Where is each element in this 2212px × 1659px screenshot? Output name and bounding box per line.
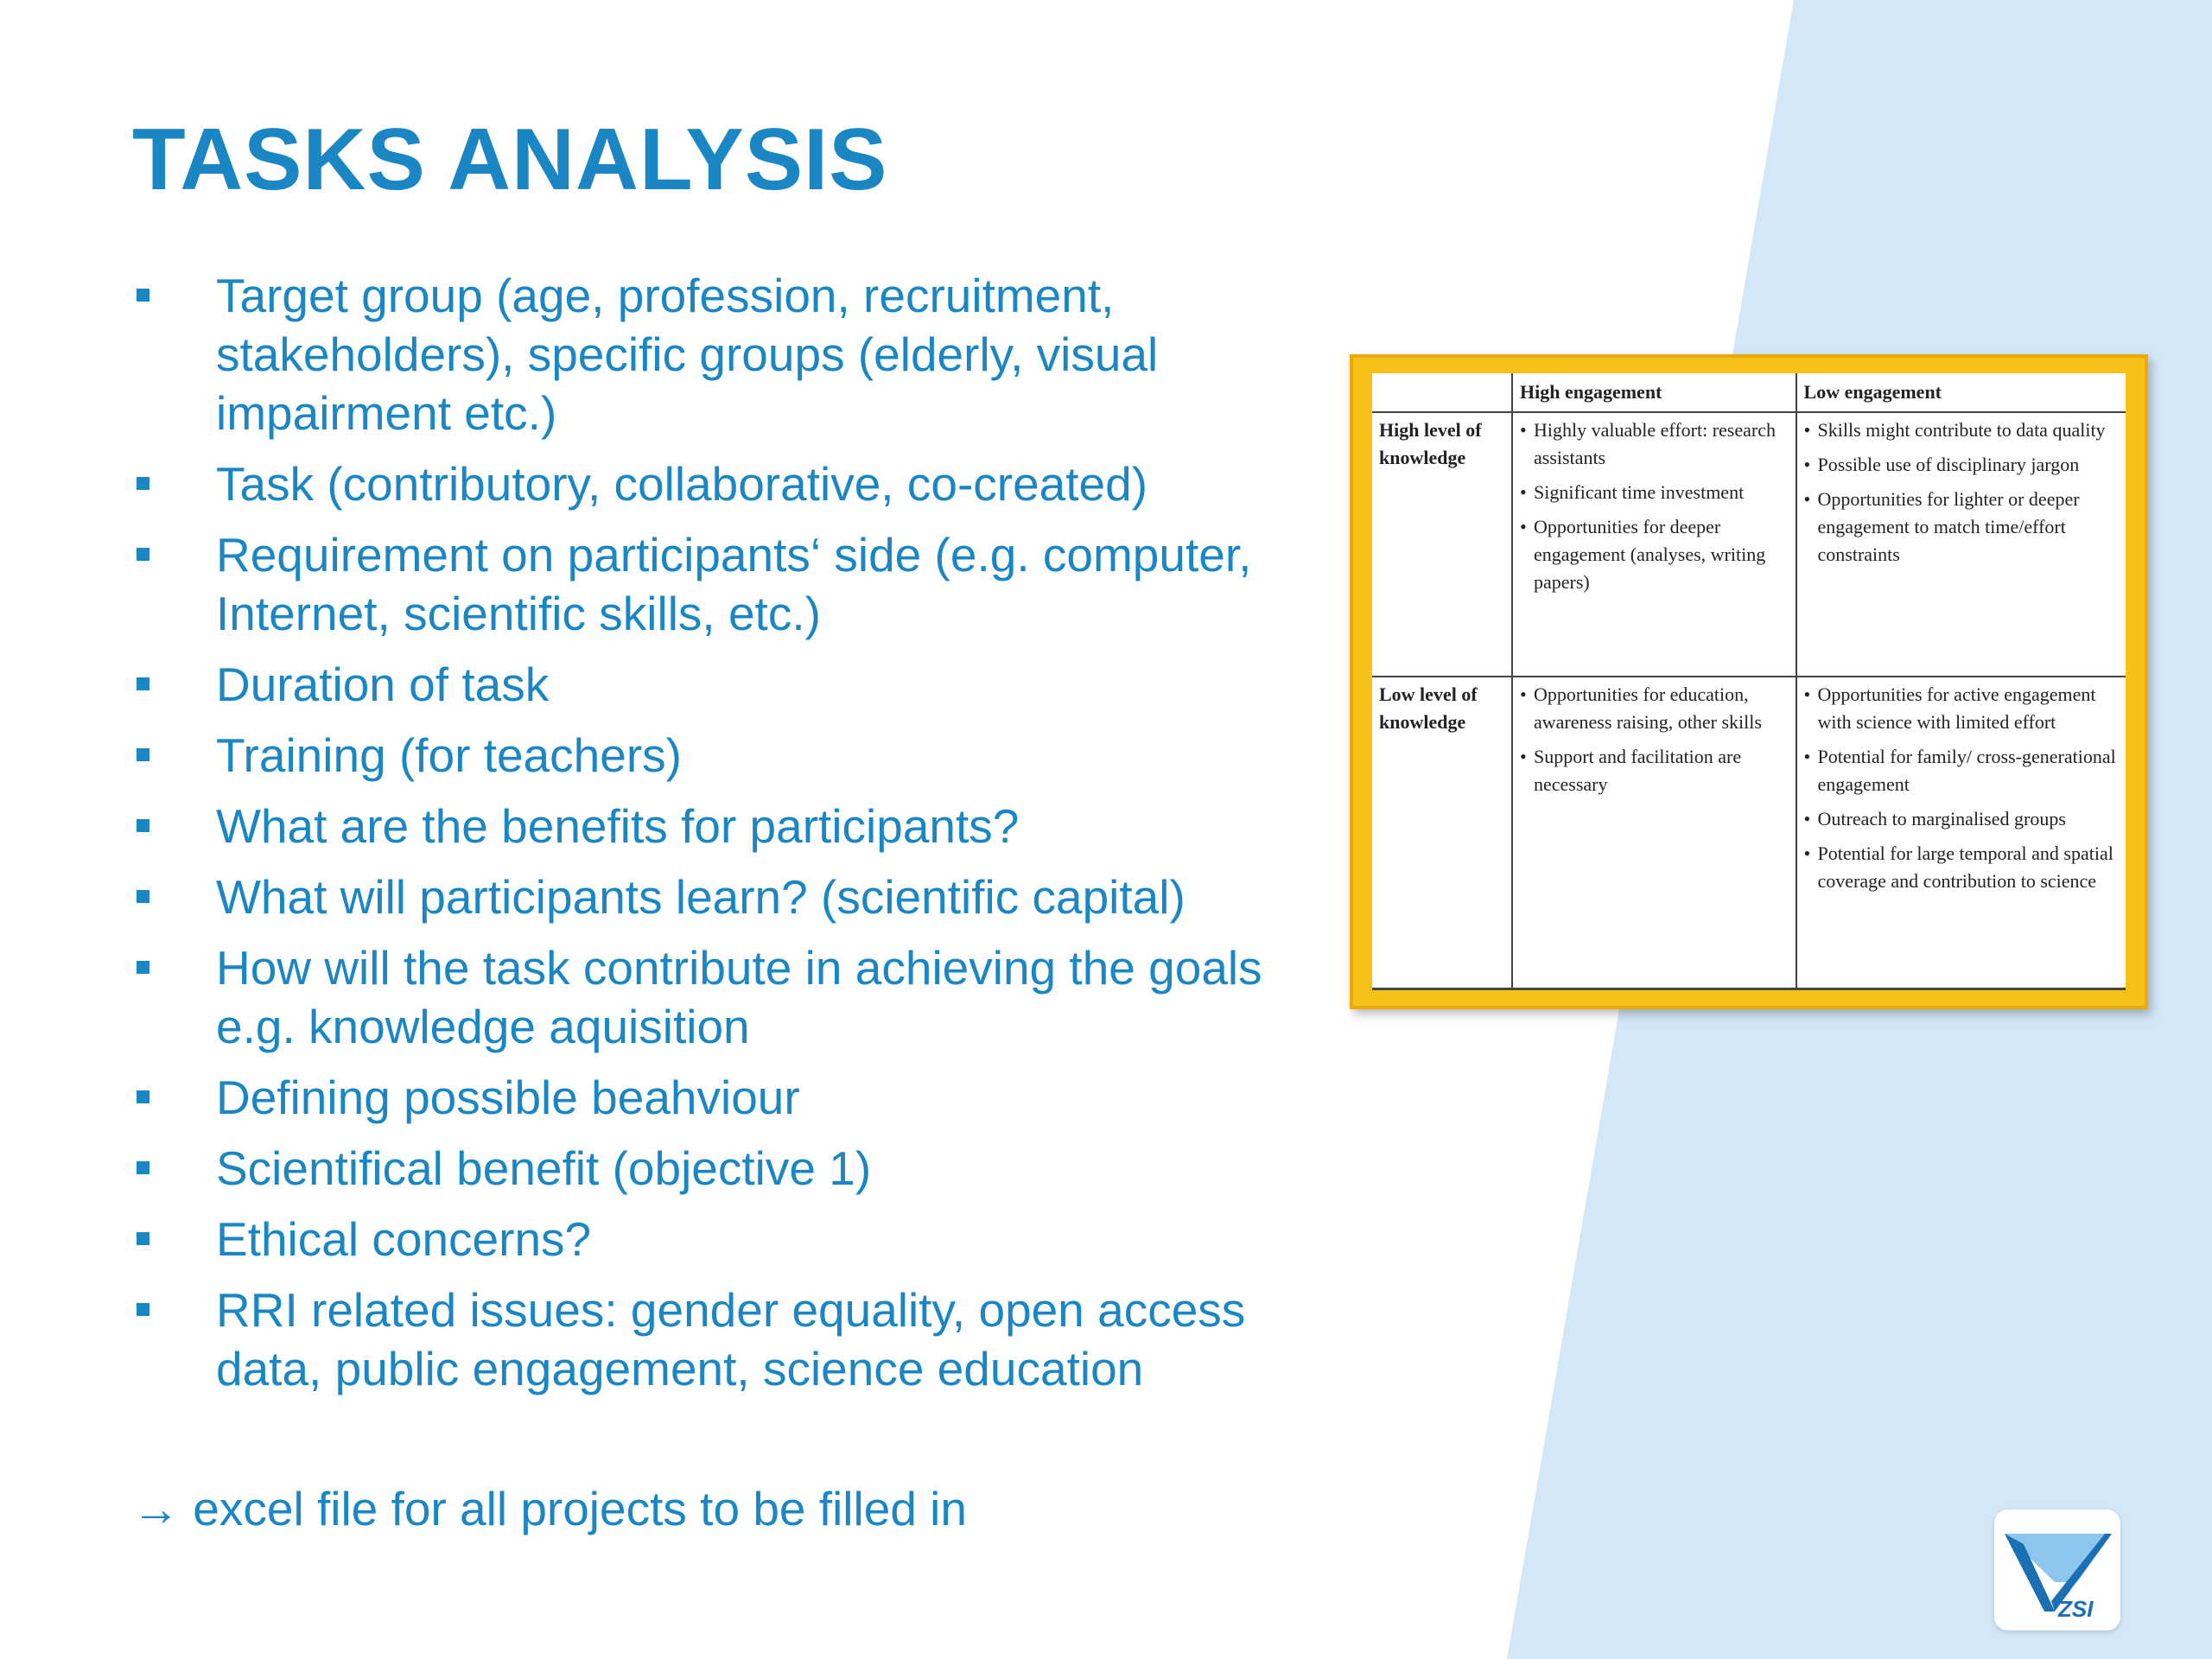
bullet-square-icon (137, 890, 149, 903)
table-row (1372, 412, 2126, 677)
bullet-square-icon (137, 748, 149, 761)
cell-list-item: • Potential for family/ cross-generational engagement (1804, 743, 2119, 798)
bullet-item: Target group (age, profession, recruitment, stakeholders), specific groups (elderly, visual impairment etc.) (130, 266, 1322, 442)
bullet-item: Ethical concerns? (130, 1210, 1322, 1268)
zsi-logo (1994, 1510, 2120, 1630)
table-corner-header (1372, 373, 1512, 412)
bullet-square-icon (137, 477, 149, 490)
zsi-logo-icon (1994, 1510, 2120, 1630)
table-cell (1512, 412, 1796, 677)
cell-list-item: • Opportunities for lighter or deeper engagement to match time/effort constraints (1804, 486, 2119, 569)
bullet-square-icon (137, 1090, 149, 1103)
cell-list-item: • Support and facilitation are necessary (1520, 743, 1789, 798)
table-cell (1796, 677, 2126, 988)
cell-list-item: • Opportunities for deeper engagement (analyses, writing papers) (1520, 513, 1789, 596)
cell-list-item: • Outreach to marginalised groups (1804, 805, 2119, 833)
bullet-list (130, 266, 1322, 1410)
bullet-item: Training (for teachers) (130, 726, 1322, 785)
cell-list-item: • Significant time investment (1520, 479, 1789, 506)
bullet-item: What will participants learn? (scientific capital) (130, 868, 1322, 926)
cell-list-item: • Skills might contribute to data quality (1804, 416, 2119, 444)
row-header-high-knowledge: High level of knowledge (1372, 412, 1512, 677)
row-header-low-knowledge: Low level of knowledge (1372, 677, 1512, 988)
bullet-item: Duration of task (130, 655, 1322, 714)
column-header-low-engagement: Low engagement (1796, 373, 2126, 412)
bullet-item: What are the benefits for participants? (130, 797, 1322, 855)
table-cell (1796, 412, 2126, 677)
bullet-square-icon (137, 1303, 149, 1316)
cell-list-item: • Opportunities for education, awareness raising, other skills (1520, 681, 1789, 736)
logo-text: ZSI (2058, 1596, 2094, 1622)
bullet-item: Scientifical benefit (objective 1) (130, 1139, 1322, 1198)
cell-list-item: • Potential for large temporal and spatial coverage and contribution to science (1804, 840, 2119, 895)
bullet-item: Defining possible beahviour (130, 1068, 1322, 1127)
bullet-item: How will the task contribute in achieving the goals e.g. knowledge aquisition (130, 938, 1322, 1056)
bullet-square-icon (137, 289, 149, 302)
footer-note: → excel file for all projects to be filled in (132, 1482, 967, 1535)
table-row (1372, 677, 2126, 988)
bullet-square-icon (137, 819, 149, 832)
cell-list-item: • Highly valuable effort: research assistants (1520, 416, 1789, 472)
bullet-square-icon (137, 1161, 149, 1174)
engagement-table-panel (1372, 373, 2126, 990)
bullet-square-icon (137, 961, 149, 974)
table-cell (1512, 677, 1796, 988)
bullet-item: Requirement on participants‘ side (e.g. computer, Internet, scientific skills, etc.) (130, 525, 1322, 643)
slide-title: TASKS ANALYSIS (132, 111, 888, 208)
bullet-square-icon (137, 1232, 149, 1245)
cell-list-item: • Opportunities for active engagement with science with limited effort (1804, 681, 2119, 736)
bullet-item: RRI related issues: gender equality, open access data, public engagement, science education (130, 1281, 1322, 1398)
bullet-square-icon (137, 677, 149, 690)
engagement-table (1372, 373, 2126, 990)
column-header-high-engagement: High engagement (1512, 373, 1796, 412)
cell-list-item: • Possible use of disciplinary jargon (1804, 451, 2119, 479)
bullet-square-icon (137, 548, 149, 561)
bullet-item: Task (contributory, collaborative, co-created) (130, 454, 1322, 513)
engagement-table-image (1350, 354, 2148, 1009)
